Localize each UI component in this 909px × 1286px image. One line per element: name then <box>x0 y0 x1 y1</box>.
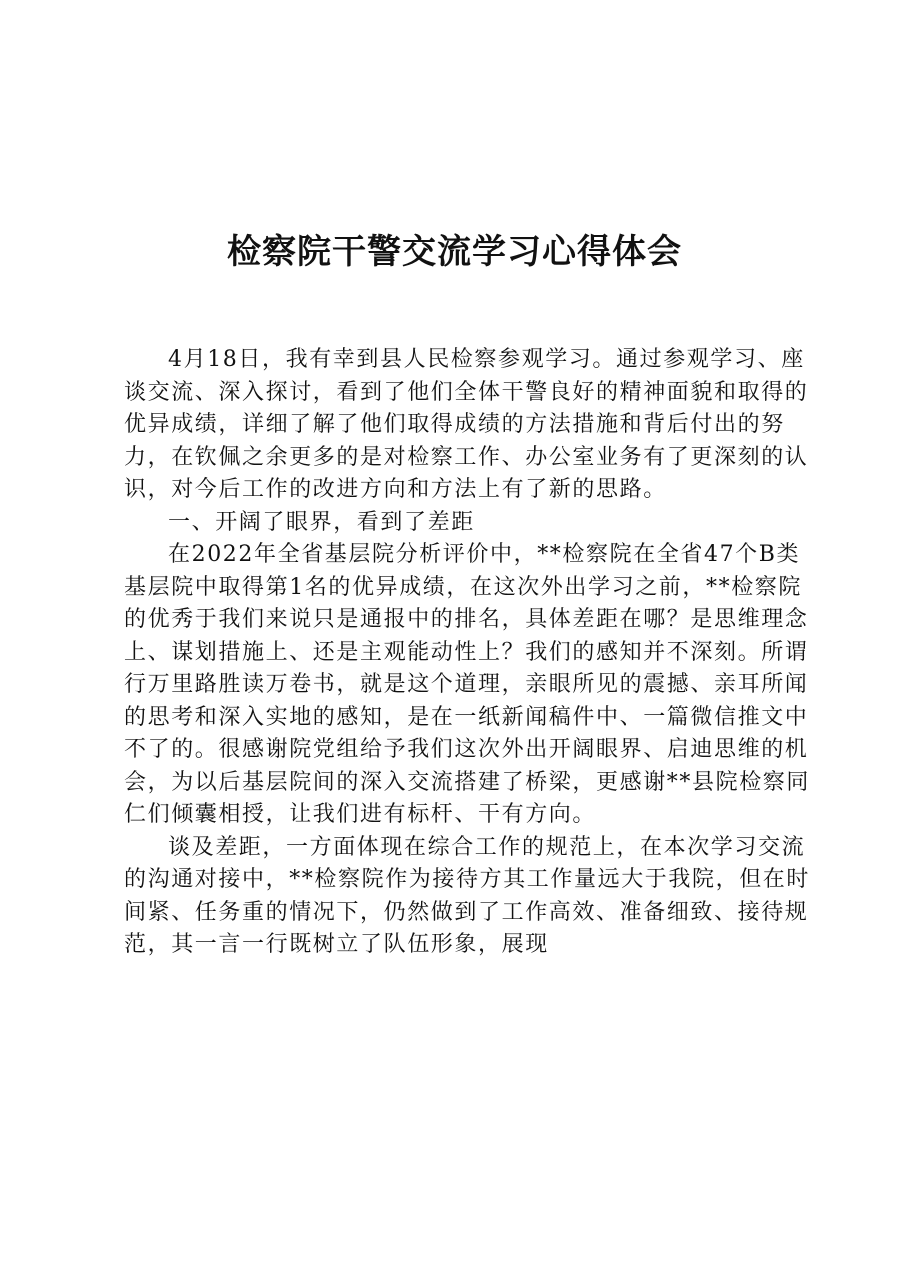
paragraph-ranking: 在2022年全省基层院分析评价中，**检察院在全省47个B类基层院中取得第1名的优异成绩，在这次外出学习之前，**检察院的优秀于我们来说只是通报中的排名，具体差距在哪？是思维理念上、谋划措施上、还是主观能动性上？我们的感知并不深刻。所谓行万里路胜读万卷书，就是这个道理，亲眼所见的震撼、亲耳所闻的思考和深入实地的感知，是在一纸新闻稿件中、一篇微信推文中 不了的。很感谢院党组给予我们这次外出开阔眼界、启迪思维的机会，为以后基层院间的深入交流搭建了桥梁，更感谢**县院检察同仁们倾囊相授，让我们进有标杆、干有方向。 <box>124 542 811 827</box>
paragraph-gap: 谈及差距，一方面体现在综合工作的规范上，在本次学习交流的沟通对接中，**检察院作为接待方其工作量远大于我院，但在时间紧、任务重的情况下，仍然做到了工作高效、准备细致、接待规范，其一言一行既树立了队伍形象，展现 <box>124 834 811 957</box>
section-heading-1: 一、开阔了眼界，看到了差距 <box>168 509 475 535</box>
paragraph-intro: 4月18日，我有幸到县人民检察参观学习。通过参观学习、座谈交流、深入探讨，看到了他们全体干警良好的精神面貌和取得的优异成绩，详细了解了他们取得成绩的方法措施和背后付出的努力，在钦佩之余更多的是对检察工作、办公室业务有了更深刻的认识，对今后工作的改进方向和方法上有了新的思路。 <box>124 347 809 502</box>
document-title: 检察院干警交流学习心得体会 <box>227 232 682 272</box>
document-body <box>124 344 814 962</box>
